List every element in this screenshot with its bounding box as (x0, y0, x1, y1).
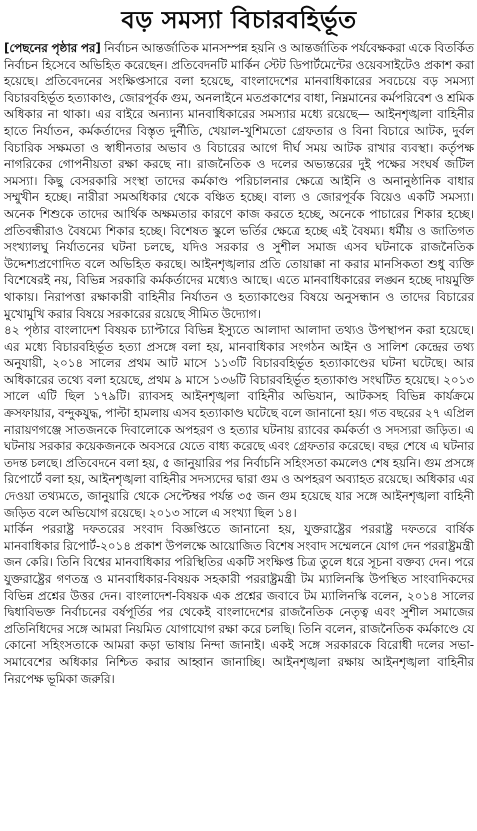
paragraph-1-text: নির্বাচন আন্তর্জাতিক মানসম্পন্ন হয়নি ও আন্তর্জাতিক পর্যবেক্ষকরা একে বিতর্কিত নির্বাচন হিসেবে অভিহিত করেছেন। প্রতিবেদনটি মার্কিন স্টেট ডিপার্টমেন্টের ওয়েবসাইটেও প্রকাশ করা হয়েছে। প্রতিবেদনের সংক্ষিপ্তসারে বলা হয়েছে, বাংলাদেশের মানবাধিকারের সবচেয়ে বড় সমস্যা বিচারবহির্ভূত হত্যাকাণ্ড, জোরপূর্বক গুম, অনলাইনে মতপ্রকাশের বাধা, নিম্নমানের কর্মপরিবেশ ও শ্রমিক অধিকার না থাকা। এর বাইরে অন্যান্য মানবাধিকারের সমস্যার মধ্যে রয়েছে— আইনশৃঙ্খলা বাহিনীর হাতে নির্যাতন, কর্মকর্তাদের বিস্তৃত দুর্নীতি, খেয়াল-খুশিমতো গ্রেফতার ও বিনা বিচারে আটক, দুর্বল বিচারিক সক্ষমতা ও স্বাধীনতার অভাব ও বিচারের আগে দীর্ঘ সময় আটক রাখার ব্যবস্থা। কর্তৃপক্ষ নাগরিকের গোপনীয়তা রক্ষা করছে না। রাজনৈতিক ও দলের অভ্যন্তরের দুই পক্ষের সংঘর্ষ জটিল সমস্যা। কিছু বেসরকারি সংস্থা তাদের কর্মকাণ্ড পরিচালনার ক্ষেত্রে আইনি ও অনানুষ্ঠানিক বাধার সম্মুখীন হচ্ছে। নারীরা সমঅধিকার থেকে বঞ্চিত হচ্ছে। বাল্য ও জোরপূর্বক বিয়েও একটি সমস্যা। অনেক শিশুকে তাদের আর্থিক অক্ষমতার কারণে কাজ করতে হচ্ছে, অনেকে পাচারের শিকার হচ্ছে। প্রতিবন্ধীরাও বৈষম্যে শিকার হচ্ছে। বিশেষত স্কুলে ভর্তির ক্ষেত্রে হচ্ছে এই বৈষম্য। ধর্মীয় ও জাতিগত সংখ্যালঘু নির্যাতনের ঘটনা চলছে, যদিও সরকার ও সুশীল সমাজ এসব ঘটনাকে রাজনৈতিক উদ্দেশ্যপ্রণোদিত বলে অভিহিত করছে। আইনশৃঙ্খলার প্রতি তোয়াক্কা না করার মানসিকতা শুধু ব্যক্তি বিশেষেরই নয়, বিভিন্ন সরকারি কর্মকর্তাদের মধ্যেও আছে। এতে মানবাধিকারের লঙ্ঘন হচ্ছে দায়মুক্তি থাকায়। নিরাপত্তা রক্ষাকারী বাহিনীর নির্যাতন ও হত্যাকাণ্ডের বিষয়ে অনুসন্ধান ও তাদের বিচারের মুখোমুখি করার বিষয়ে সরকারের রয়েছে সীমিত উদ্যোগ। (4, 41, 474, 321)
article-body (4, 40, 474, 687)
article-headline: বড় সমস্যা বিচারবহির্ভূত (121, 6, 357, 34)
article-paragraph-1 (4, 40, 474, 322)
article-paragraph-2: ৪২ পৃষ্ঠার বাংলাদেশ বিষয়ক চ্যাপ্টারে বিভিন্ন ইস্যুতে আলাদা আলাদা তথ্যও উপস্থাপন করা হয়েছে। এর মধ্যে বিচারবহির্ভূত হত্যা প্রসঙ্গে বলা হয়, মানবাধিকার সংগঠন আইন ও সালিশ কেন্দ্রের তথ্য অনুযায়ী, ২০১৪ সালের প্রথম আট মাসে ১১৩টি বিচারবহির্ভূত হত্যাকাণ্ডের ঘটনা ঘটেছে। আর অধিকারের তথ্যে বলা হয়েছে, প্রথম ৯ মাসে ১৩৬টি বিচারবহির্ভূত হত্যাকাণ্ড সংঘটিত হয়েছে। ২০১৩ সালে এটি ছিল ১৭৯টি। র‌্যাবসহ আইনশৃঙ্খলা বাহিনীর অভিযান, আটকসহ বিভিন্ন কার্যক্রমে ক্রসফায়ার, বন্দুকযুদ্ধ, পাল্টা হামলায় এসব হত্যাকাণ্ড ঘটেছে বলে জানানো হয়। গত বছরের ২৭ এপ্রিল নারায়ণগঞ্জে সাতজনকে দিবালোকে অপহরণ ও হত্যার ঘটনায় র‌্যাবের কর্মকর্তা ও সদস্যরা জড়িত। এ ঘটনায় সরকার কয়েকজনকে অবসরে যেতে বাধ্য করেছে এবং গ্রেফতার করেছে। বছর শেষে এ ঘটনার তদন্ত চলছে। প্রতিবেদনে বলা হয়, ৫ জানুয়ারির পর নির্বাচনি সহিংসতা কমলেও শেষ হয়নি। গুম প্রসঙ্গে রিপোর্টে বলা হয়, আইনশৃঙ্খলা বাহিনীর সদস্যদের দ্বারা গুম ও অপহরণ অব্যাহত রয়েছে। অধিকার এর দেওয়া তথ্যমতে, জানুয়ারি থেকে সেপ্টেম্বর পর্যন্ত ৩৫ জন গুম হয়েছে যার সঙ্গে আইনশৃঙ্খলা বাহিনী জড়িত বলে অভিযোগ রয়েছে। ২০১৩ সালে এ সংখ্যা ছিল ১৪। (4, 323, 474, 520)
article-paragraph-3: মার্কিন পররাষ্ট্র দফতরের সংবাদ বিজ্ঞপ্তিতে জানানো হয়, যুক্তরাষ্ট্রের পররাষ্ট্র দফতরে বার্ষিক মানবাধিকার রিপোর্ট-২০১৪ প্রকাশ উপলক্ষে আয়োজিত বিশেষ সংবাদ সম্মেলনে যোগ দেন পররাষ্ট্রমন্ত্রী জন কেরি। তিনি বিশ্বের মানবাধিকার পরিস্থিতির একটি সংক্ষিপ্ত চিত্র তুলে ধরে সূচনা বক্তব্য দেন। পরে যুক্তরাষ্ট্রের গণতন্ত্র ও মানবাধিকার-বিষয়ক সহকারী পররাষ্ট্রমন্ত্রী টম ম্যালিনস্কি উপস্থিত সাংবাদিকদের বিভিন্ন প্রশ্নের উত্তর দেন। বাংলাদেশ-বিষয়ক এক প্রশ্নের জবাবে টম ম্যালিনস্কি বলেন, ২০১৪ সালের দ্বিধাবিভক্ত নির্বাচনের বর্ষপূর্তির পর থেকেই বাংলাদেশের রাজনৈতিক নেতৃত্ব এবং সুশীল সমাজের প্রতিনিধিদের সঙ্গে আমরা নিয়মিত যোগাযোগ রক্ষা করে চলছি। তিনি বলেন, রাজনৈতিক কর্মকাণ্ডে যে কোনো সহিংসতাকে আমরা কড়া ভাষায় নিন্দা জানাই। একই সঙ্গে সরকারকে বিরোধী দলের সভা-সমাবেশের অধিকার নিশ্চিত করার আহ্বান জানাচ্ছি। আইনশৃঙ্খলা রক্ষায় আইনশৃঙ্খলা বাহিনীর নিরপেক্ষ ভূমিকা জরুরি। (4, 522, 474, 686)
continuation-label: [পেছনের পৃষ্ঠার পর] (4, 41, 101, 55)
